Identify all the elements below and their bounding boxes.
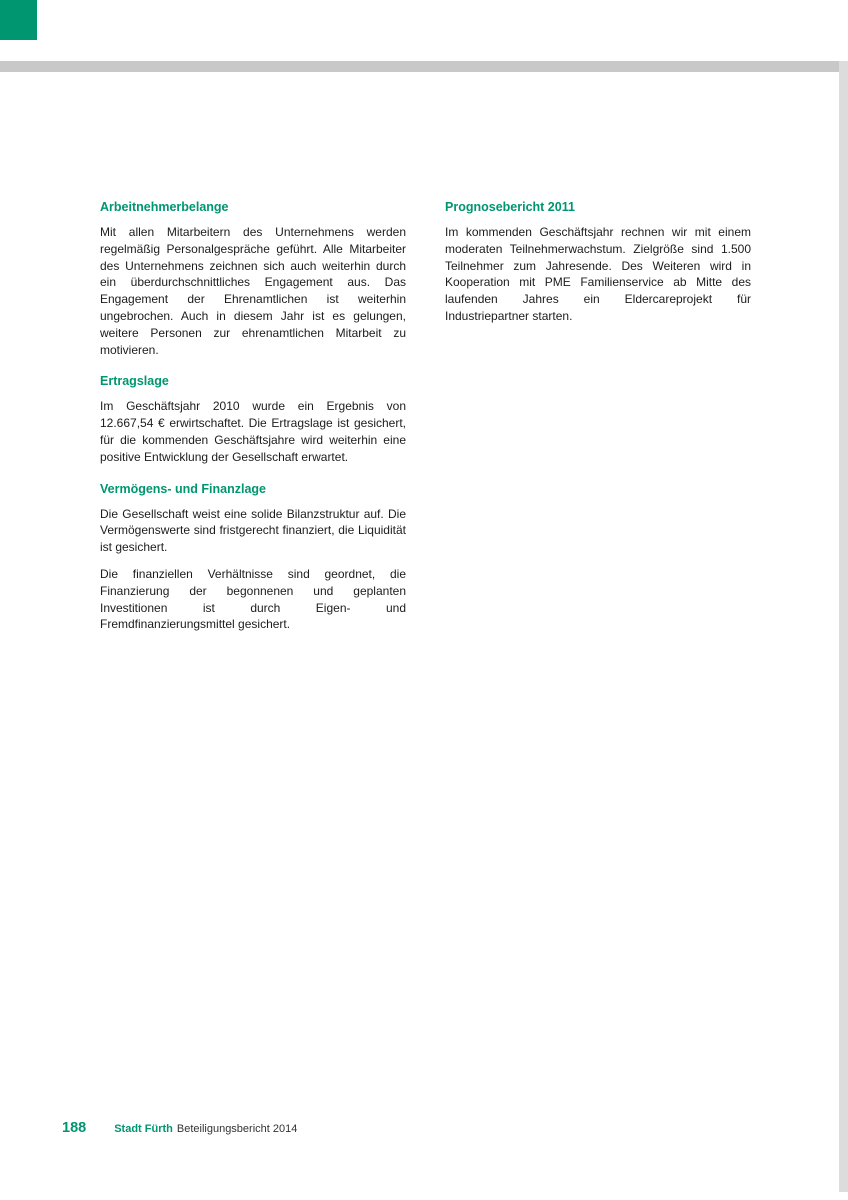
footer-brand: Stadt Fürth	[114, 1123, 173, 1135]
section-heading: Ertragslage	[100, 374, 169, 389]
footer-report-title: Beteiligungsbericht 2014	[176, 1123, 298, 1135]
page-footer	[62, 1120, 762, 1136]
section-heading: Arbeitnehmerbelange	[100, 200, 229, 214]
section-paragraph: Die Gesellschaft weist eine solide Bilanzstruktur auf. Die Vermögenswerte sind fristgerecht finanziert, die Liquidität ist gesichert.	[100, 506, 406, 555]
section-heading: Prognosebericht 2011	[445, 200, 575, 214]
section-heading: Vermögens- und Finanzlage	[100, 481, 266, 496]
left-column	[100, 200, 406, 643]
page-number: 188	[62, 1120, 87, 1136]
section-paragraph: Im Geschäftsjahr 2010 wurde ein Ergebnis von 12.667,54 € erwirtschaftet. Die Ertragslage ist gesichert, für die kommenden Geschäftsjahre wird weiterhin eine positive Entwicklung der Gesellschaft erwartet.	[100, 399, 406, 464]
corner-accent-block	[0, 0, 37, 40]
section-paragraph: Die finanziellen Verhältnisse sind geordnet, die Finanzierung der begonnenen und geplanten Investitionen ist durch Eigen- und Fremdfinanzierungsmittel gesichert.	[100, 566, 406, 632]
section-paragraph: Im kommenden Geschäftsjahr rechnen wir mit einem moderaten Teilnehmerwachstum. Zielgröße sind 1.500 Teilnehmer zum Jahresende. Des Weiteren wird in Kooperation mit PME Familienservice ab Mitte des laufenden Jahres ein Eldercareprojekt für Industriepartner starten.	[445, 225, 751, 323]
page-edge-strip	[839, 61, 848, 1192]
section-paragraph: Mit allen Mitarbeitern des Unternehmens werden regelmäßig Personalgespräche geführt. Alle Mitarbeiter des Unternehmens zeichnen sich auch weiterhin durch ein überdurchschnittliches Engagement aus. Das Engagement der Ehrenamtlichen ist weiterhin ungebrochen. Auch in diesem Jahr ist es gelungen, weitere Personen zur ehrenamtlichen Mitarbeit zu motivieren.	[100, 225, 406, 357]
header-divider-bar	[0, 61, 848, 72]
right-column	[445, 200, 751, 335]
